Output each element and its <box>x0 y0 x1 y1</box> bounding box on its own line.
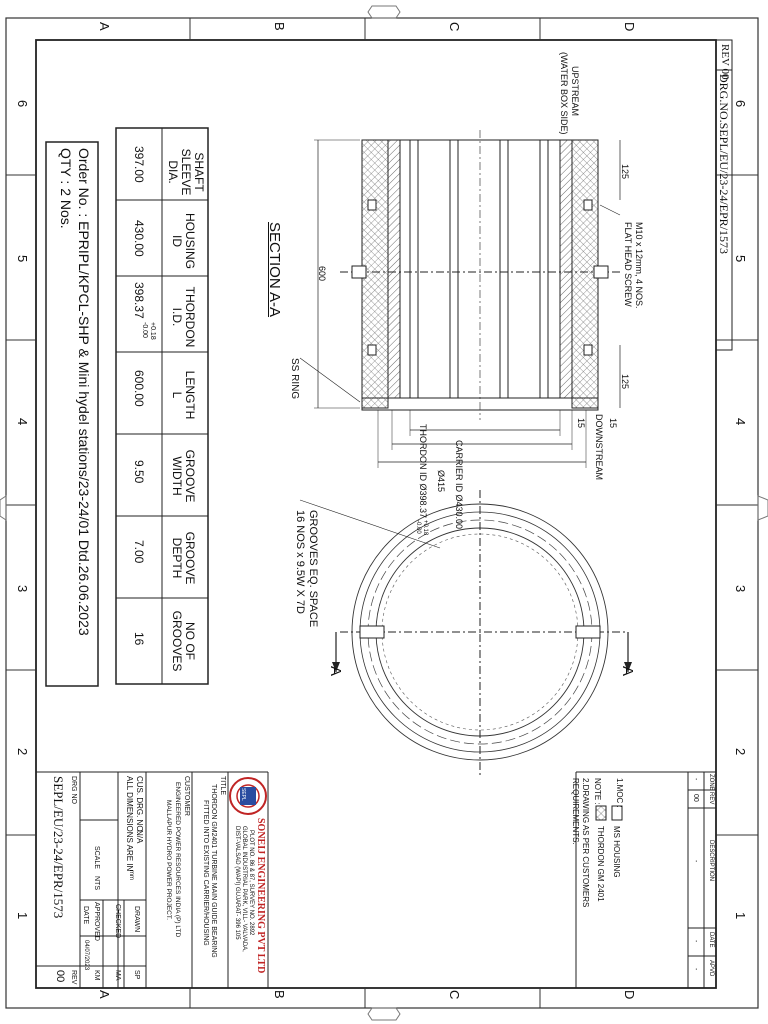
zone-number-6-right: 6 <box>733 100 748 108</box>
revision-header: REV 00 <box>719 44 731 80</box>
zone-letter-a-bottom: A <box>97 990 112 999</box>
rev-header-date: DATE <box>708 932 714 948</box>
notes-title: NOTE : <box>593 778 602 805</box>
zone-number-6-left: 6 <box>15 100 30 108</box>
thordon-id-tol-plus: +0.18 <box>422 520 428 536</box>
zone-letter-c-bottom: C <box>447 990 462 1000</box>
rev-header-apvd: APVD <box>708 960 714 977</box>
spec-header-grooves-count: NO OF GROOVES <box>170 610 197 672</box>
company-address-2: GLOBAL INDUSTRIAL PARK, VILL- VALVADA, <box>241 826 247 952</box>
spec-header-groove-depth: GROOVE DEPTH <box>170 531 197 585</box>
drawing-no-value: SEPL/EU/23-24/EPR/1573 <box>51 776 66 919</box>
spec-value-thordon: 398.37 <box>132 282 146 319</box>
rev-header-description: DESCRIPTION <box>708 840 714 882</box>
rev-row-rev: 00 <box>692 794 699 802</box>
order-quantity: QTY : 2 Nos. <box>58 148 74 229</box>
spec-value-groove-width: 9.50 <box>132 460 146 484</box>
customer-drawing-no-value: N/A <box>135 830 144 844</box>
title-line-1: THORDON GM2401 TURBINE MAIN GUIDE BEARING <box>210 784 217 958</box>
dimensions-unit: mm <box>128 870 134 880</box>
dim-125-top: 125 <box>620 164 630 180</box>
checked-value: MA <box>114 970 121 981</box>
company-address-1: PLOT NO. 86 & 87, SURVEY NO. 2892 <box>248 830 254 936</box>
date-value: 04/07/2023 <box>83 940 89 971</box>
zone-letter-d-bottom: D <box>622 990 637 1000</box>
rev-row-description: - <box>692 860 699 863</box>
spec-tol-minus: -0.00 <box>141 322 148 338</box>
spec-value-housing: 430.00 <box>132 220 146 257</box>
rev-header-zone: ZONE <box>708 774 714 791</box>
drawn-value: SP <box>133 970 140 980</box>
zone-letter-d-top: D <box>622 22 637 32</box>
customer-label: CUSTOMER <box>183 776 190 816</box>
spec-value-grooves-count: 16 <box>132 632 146 646</box>
spec-value-shaft: 397.00 <box>132 146 146 183</box>
dim-125-bottom: 125 <box>620 374 630 390</box>
drawn-label: DRAWN <box>133 906 140 933</box>
thordon-id-label: THORDON ID Ø398.37 <box>418 424 428 519</box>
zone-number-5-left: 5 <box>15 255 30 263</box>
zone-number-4-right: 4 <box>733 418 748 426</box>
customer-line-1: ENGINEERED POWER RESOURCES INDIA (P) LTD <box>174 782 181 938</box>
scale-value: NTS <box>93 876 100 890</box>
dia-415-label: Ø415 <box>436 470 446 493</box>
dimensions-note: ALL DIMENSIONS ARE IN <box>125 776 134 872</box>
spec-header-groove-width: GROOVE WIDTH <box>170 449 197 503</box>
zone-letter-b-bottom: B <box>272 990 287 999</box>
notes-moc: 1.MOC : <box>615 778 624 808</box>
zone-number-4-left: 4 <box>15 418 30 426</box>
spec-header-housing: HOUSING ID <box>170 212 197 269</box>
zone-number-1-right: 1 <box>733 912 748 920</box>
notes-thordon: THORDON GM 2401 <box>596 826 605 902</box>
approved-label: APPROVED <box>93 902 100 941</box>
rev-row-apvd: - <box>692 968 699 971</box>
rev-row-zone: - <box>692 778 699 781</box>
zone-number-5-right: 5 <box>733 255 748 263</box>
spec-header-thordon: THORDON I.D. <box>170 286 197 348</box>
zone-number-3-right: 3 <box>733 585 748 593</box>
drawing-no-label: DRG NO <box>70 776 77 804</box>
spec-header-length: LENGTH L <box>170 370 197 420</box>
upstream-label: UPSTREAM <box>570 66 580 117</box>
screw-label-1: M10 x 12mm, 4 NOS. <box>634 222 644 309</box>
downstream-label: DOWNSTREAM <box>594 414 604 480</box>
approved-value: KM <box>93 970 100 981</box>
zone-number-1-left: 1 <box>15 912 30 920</box>
drawing-number-header: DRG.NO.SEPL/EU/23-24/EPR/1573 <box>717 74 731 255</box>
notes-ms-housing: MS HOUSING <box>612 826 621 878</box>
zone-letter-a-top: A <box>97 22 112 31</box>
zone-number-3-left: 3 <box>15 585 30 593</box>
rev-header-rev: REV <box>708 792 714 805</box>
section-mark-a-right: A <box>619 666 636 677</box>
dim-15b: 15 <box>608 418 618 429</box>
title-label: TITLE <box>219 776 226 796</box>
zone-number-2-left: 2 <box>15 748 30 756</box>
upstream-sub-label: (WATER BOX SIDE) <box>559 52 569 135</box>
screw-label-2: FLAT HEAD SCREW <box>623 222 633 307</box>
customer-drawing-no-label: CUS. DRG. NO. <box>135 776 144 834</box>
section-mark-a-left: A <box>327 666 344 677</box>
company-logo-text: SEPL <box>240 788 246 801</box>
customer-line-2: MALLAPUR HYDRO POWER PROJECT. <box>165 800 172 920</box>
dim-600: 600 <box>317 266 327 282</box>
company-address-3: DIST-VALSAD (WAPI) GUJARAT- 396 105 <box>234 826 240 940</box>
checked-label: CHECKED <box>114 904 121 939</box>
order-number: Order No. : EPRIPL/KPCL-SHP & Mini hydel stations/23-24/01 Dtd.26.06.2023 <box>76 148 92 636</box>
grooves-label-2: 16 NOS x 9.5W X 7D <box>294 510 306 614</box>
rev-row-date: - <box>692 940 699 943</box>
dim-15a: 15 <box>576 418 586 429</box>
carrier-id-label: CARRIER ID Ø430.00 <box>454 440 464 530</box>
spec-header-shaft: SHAFT SLEEVE DIA. <box>166 148 206 196</box>
thordon-id-tol-minus: -0.00 <box>415 520 421 534</box>
notes-note2-line1: 2.DRAWING AS PER CUSTOMERS <box>581 778 590 908</box>
section-title: SECTION A-A <box>266 222 283 318</box>
zone-number-2-right: 2 <box>733 748 748 756</box>
company-name: SONEIJ ENGINEERING PVT LTD <box>255 818 266 974</box>
title-line-2: FITTED INTO EXISTING CARRIER/HOUSING <box>202 800 209 946</box>
spec-value-length: 600.00 <box>132 370 146 407</box>
date-label: DATE <box>82 906 89 925</box>
rev-label: REV <box>70 970 77 985</box>
ss-ring-label: SS RING <box>289 358 300 400</box>
scale-label: SCALE <box>93 846 100 869</box>
notes-note2-line2: REQUIREMENTS. <box>571 778 580 845</box>
rev-value: 00 <box>54 970 66 983</box>
grooves-label-1: GROOVES EQ. SPACE <box>307 510 319 628</box>
spec-value-groove-depth: 7.00 <box>132 540 146 564</box>
zone-letter-c-top: C <box>447 22 462 32</box>
zone-letter-b-top: B <box>272 22 287 31</box>
spec-tol-plus: +0.18 <box>149 322 156 340</box>
